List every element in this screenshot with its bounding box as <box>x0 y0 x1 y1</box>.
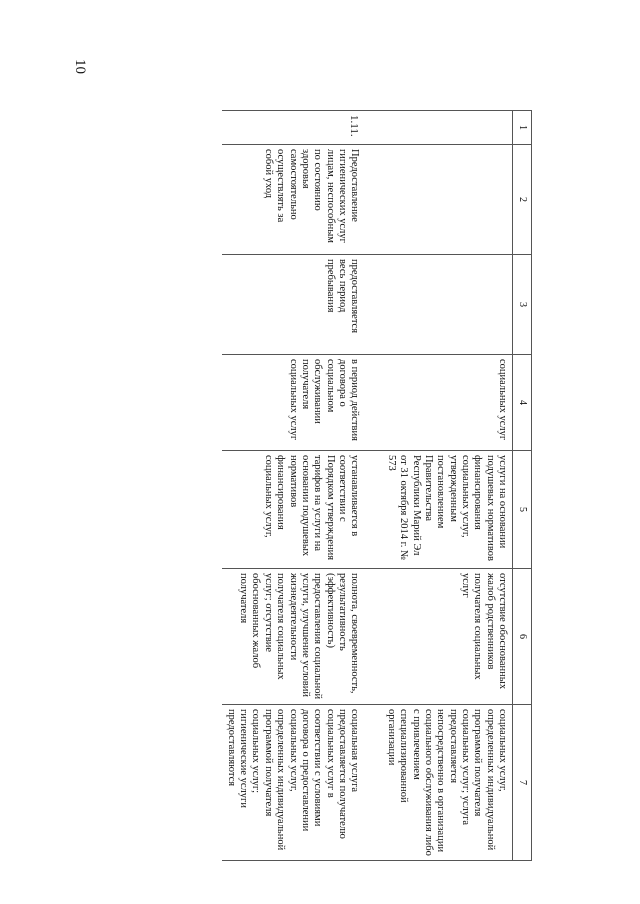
service-period <box>366 255 512 355</box>
column-number: 5 <box>513 451 532 569</box>
page-number: 10 <box>72 59 88 74</box>
row-number: 1.11. <box>222 111 366 145</box>
column-number: 2 <box>513 145 532 255</box>
quality-indicators: отсутствие обоснованных жалоб родственников получателя социальных услуг <box>366 569 512 705</box>
row-number <box>366 111 512 145</box>
column-number: 1 <box>513 111 532 145</box>
rotated-table-container <box>108 110 532 860</box>
service-name <box>366 145 512 255</box>
column-number: 4 <box>513 355 532 451</box>
quality-indicators: полнота, своевременность, результативность (эффективность) предоставления социальной услуги, улучшение условий жизнедеятельности получателя социальных услуг; отсутствие обоснованных жалоб получателя <box>222 569 366 705</box>
service-cost: устанавливается в соответствии с Порядком утверждения тарифов на услуги на основании подушевых нормативов финансирования социальных услуг, <box>222 451 366 569</box>
service-volume: в период действия договора о социальном обслуживании получателя социальных услуг <box>222 355 366 451</box>
service-conditions: социальных услуг, определенных индивидуальной программой получателя социальных услуг; услуга предоставляется непосредственно в организации социального обслуживания либо с привлечением специализированной организации <box>366 705 512 861</box>
service-conditions: социальная услуга предоставляется получателю социальных услуг в соответствии с условиями договора о предоставлении социальных услуг, определенных индивидуальной программой получателя социальных услуг; гигиенические услуги предоставляются <box>222 705 366 861</box>
column-number: 7 <box>513 705 532 861</box>
column-number: 3 <box>513 255 532 355</box>
service-period: предоставляется весь период пребывания <box>222 255 366 355</box>
services-table <box>222 110 532 861</box>
column-number: 6 <box>513 569 532 705</box>
service-volume: социальных услуг <box>366 355 512 451</box>
service-cost: услуги на основании подушевых нормативов финансирования социальных услуг, утвержденным постановлением Правительства Республики Марий Эл от 31 октября 2014 г. № 573 <box>366 451 512 569</box>
column-number-row <box>513 111 532 861</box>
table-row <box>222 111 366 861</box>
table-row <box>366 111 512 861</box>
service-name: Предоставление гигиенических услуг лицам, неспособным по состоянию здоровья самостоятельно осуществлять за собой уход <box>222 145 366 255</box>
